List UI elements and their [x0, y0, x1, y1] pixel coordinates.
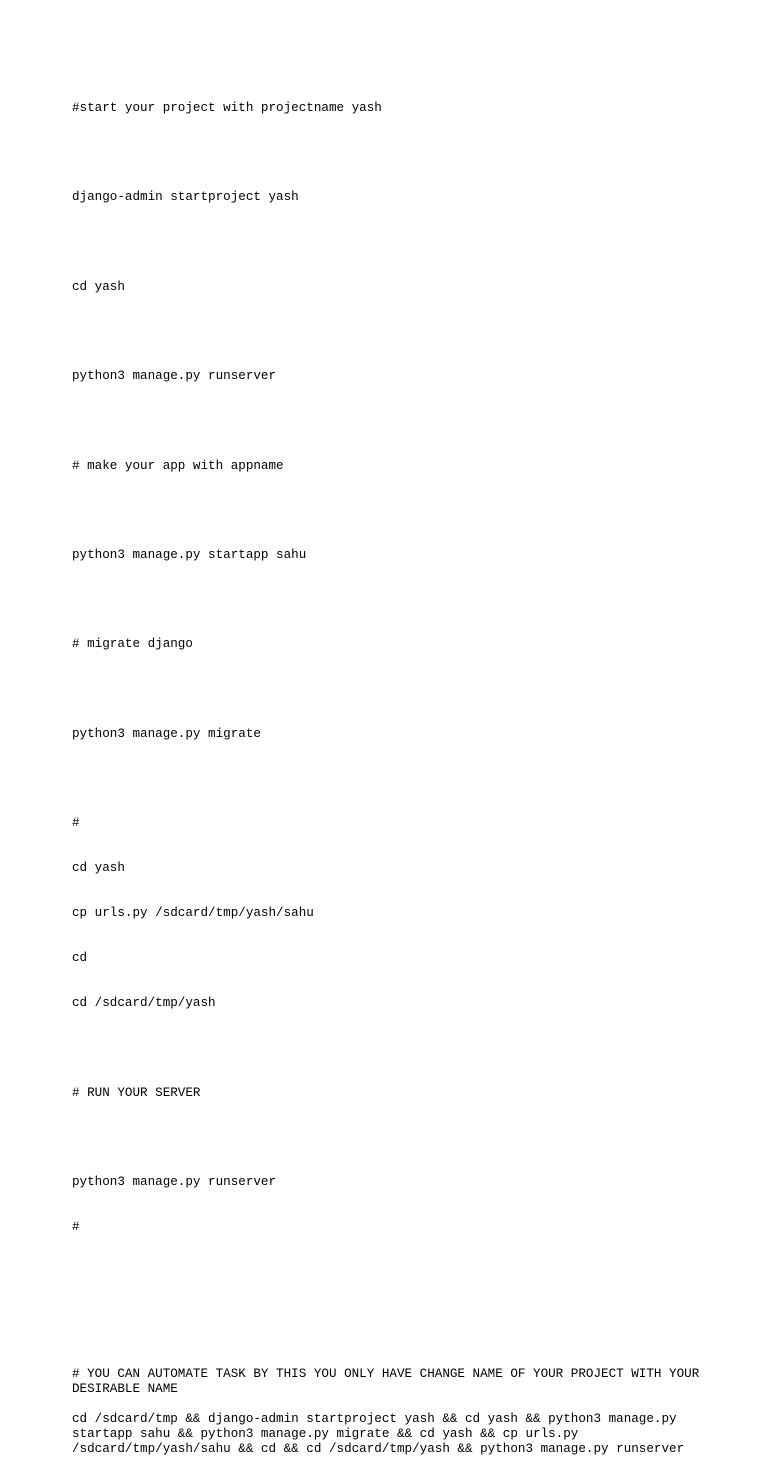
text-line: # make your app with appname [72, 458, 284, 473]
text-line: # migrate django [72, 637, 193, 652]
text-line: python3 manage.py runserver [72, 1174, 277, 1189]
command-startapp [72, 518, 708, 593]
text-line: django-admin startproject yash [72, 190, 299, 205]
text-line: # [72, 816, 80, 831]
command-migrate [72, 697, 708, 772]
comment-migrate [72, 607, 708, 682]
command-startproject [72, 160, 708, 235]
comment-start-project [72, 71, 708, 146]
document-body [72, 71, 708, 1471]
automation-note: # YOU CAN AUTOMATE TASK BY THIS YOU ONLY HAVE CHANGE NAME OF YOUR PROJECT WITH YOUR DESIRABLE NAME [72, 1367, 707, 1397]
automation-command: cd /sdcard/tmp && django-admin startproject yash && cd yash && python3 manage.py startapp sahu && python3 manage.py migrate && cd yash && cp urls.py /sdcard/tmp/yash/sahu && cd && cd /sdcard/tmp/yash && python3 manage.py runserver [72, 1411, 685, 1456]
text-line: cd yash [72, 861, 125, 876]
command-runserver [72, 339, 708, 414]
text-line: python3 manage.py startapp sahu [72, 547, 307, 562]
command-final-runserver [72, 1145, 708, 1265]
text-line: cd yash [72, 279, 125, 294]
text-line: python3 manage.py runserver [72, 369, 277, 384]
text-line: python3 manage.py migrate [72, 726, 261, 741]
command-block-copy-urls [72, 786, 708, 1041]
comment-run-server [72, 1056, 708, 1131]
text-line: cp urls.py /sdcard/tmp/yash/sahu [72, 906, 314, 921]
text-line: cd /sdcard/tmp/yash [72, 996, 216, 1011]
blank-space [72, 1279, 708, 1367]
text-line: #start your project with projectname yash [72, 101, 382, 115]
text-line: # RUN YOUR SERVER [72, 1085, 201, 1100]
command-cd-project [72, 250, 708, 325]
comment-make-app [72, 429, 708, 504]
text-line: # [72, 1219, 80, 1234]
text-line: cd [72, 951, 88, 966]
